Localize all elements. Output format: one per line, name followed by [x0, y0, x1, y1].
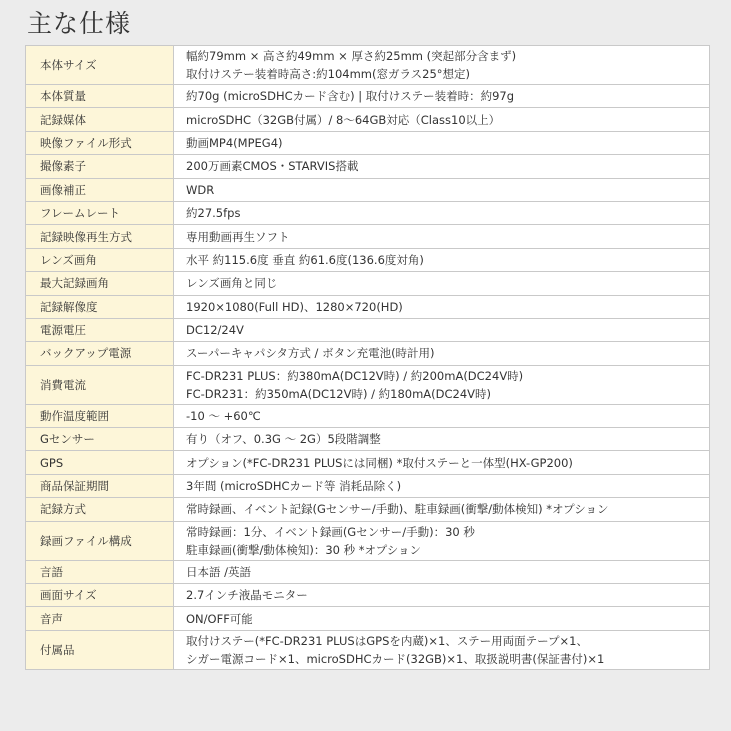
- spec-label: 記録媒体: [26, 108, 174, 131]
- spec-label: 動作温度範囲: [26, 404, 174, 427]
- spec-value: [174, 584, 710, 607]
- spec-label: Gセンサー: [26, 428, 174, 451]
- spec-label: 最大記録画角: [26, 272, 174, 295]
- spec-row: [26, 451, 710, 474]
- spec-value: [174, 630, 710, 669]
- spec-value-line: 200万画素CMOS・STARVIS搭載: [186, 159, 359, 174]
- spec-value-line: 幅約79mm × 高さ約49mm × 厚さ約25mm (突起部分含まず): [186, 49, 517, 63]
- spec-value-line: 取付けステー(*FC-DR231 PLUSはGPSを内蔵)×1、ステー用両面テープ×1、: [186, 633, 588, 648]
- spec-value: [174, 428, 710, 451]
- spec-value-line: 専用動画再生ソフト: [186, 229, 290, 244]
- spec-row: [26, 630, 710, 669]
- spec-row: [26, 365, 710, 404]
- spec-label: 画像補正: [26, 178, 174, 201]
- spec-value: [174, 498, 710, 521]
- spec-value: [174, 131, 710, 154]
- spec-value-line: 日本語 /英語: [186, 564, 252, 579]
- spec-row: [26, 248, 710, 271]
- spec-row: [26, 584, 710, 607]
- spec-value: [174, 451, 710, 474]
- spec-value-line: WDR: [186, 182, 215, 197]
- spec-row: [26, 46, 710, 85]
- page-title: 主な仕様: [27, 9, 132, 38]
- spec-label: 付属品: [26, 630, 174, 669]
- spec-value: [174, 178, 710, 201]
- spec-row: [26, 607, 710, 630]
- spec-label: バックアップ電源: [26, 342, 174, 365]
- spec-label: 記録解像度: [26, 295, 174, 318]
- spec-value: [174, 201, 710, 224]
- spec-label: フレームレート: [26, 201, 174, 224]
- spec-label: 本体質量: [26, 85, 174, 108]
- spec-table-body: [26, 46, 710, 670]
- spec-value-line: スーパーキャパシタ方式 / ボタン充電池(時計用): [186, 346, 435, 361]
- spec-row: [26, 342, 710, 365]
- spec-label: 電源電圧: [26, 318, 174, 341]
- spec-value-line: DC12/24V: [186, 323, 244, 338]
- spec-value-line: 取付けステー装着時高さ:約104mm(窓ガラス25°想定): [186, 67, 471, 81]
- spec-row: [26, 131, 710, 154]
- spec-value-line: 約70g (microSDHCカード含む) | 取付けステー装着時：約97g: [186, 89, 515, 104]
- spec-value-line: FC-DR231 PLUS：約380mA(DC12V時) / 約200mA(DC24V時): [186, 368, 524, 383]
- spec-row: [26, 178, 710, 201]
- spec-value: [174, 295, 710, 318]
- spec-value-line: 水平 約115.6度 垂直 約61.6度(136.6度対角): [186, 252, 424, 267]
- spec-label: 撮像素子: [26, 155, 174, 178]
- spec-row: [26, 474, 710, 497]
- spec-label: 映像ファイル形式: [26, 131, 174, 154]
- spec-value-line: 約27.5fps: [186, 206, 241, 221]
- spec-value-line: 有り（オフ、0.3G ～ 2G）5段階調整: [186, 432, 381, 447]
- spec-value: [174, 560, 710, 583]
- spec-label: 商品保証期間: [26, 474, 174, 497]
- spec-label: 音声: [26, 607, 174, 630]
- spec-value: [174, 155, 710, 178]
- spec-value: [174, 225, 710, 248]
- spec-row: [26, 155, 710, 178]
- spec-row: [26, 560, 710, 583]
- spec-value-line: 常時録画、イベント記録(Gセンサー/手動)、駐車録画(衝撃/動体検知) *オプション: [186, 502, 609, 517]
- spec-label: 記録映像再生方式: [26, 225, 174, 248]
- spec-value-line: microSDHC（32GB付属）/ 8～64GB対応（Class10以上）: [186, 112, 501, 127]
- spec-value-line: シガー電源コード×1、microSDHCカード(32GB)×1、取扱説明書(保証書付)×1: [186, 651, 605, 666]
- spec-value-line: FC-DR231：約350mA(DC12V時) / 約180mA(DC24V時): [186, 386, 492, 401]
- spec-value: [174, 474, 710, 497]
- spec-value-line: -10 ～ +60℃: [186, 408, 261, 423]
- spec-value: [174, 272, 710, 295]
- spec-label: 言語: [26, 560, 174, 583]
- spec-value: [174, 318, 710, 341]
- spec-row: [26, 318, 710, 341]
- spec-value: [174, 404, 710, 427]
- spec-label: 画面サイズ: [26, 584, 174, 607]
- spec-label: 記録方式: [26, 498, 174, 521]
- spec-value: [174, 46, 710, 85]
- spec-value: [174, 342, 710, 365]
- spec-table: [25, 45, 710, 670]
- spec-value-line: 1920×1080(Full HD)、1280×720(HD): [186, 299, 403, 314]
- spec-label: 消費電流: [26, 365, 174, 404]
- spec-row: [26, 521, 710, 560]
- spec-value-line: オプション(*FC-DR231 PLUSには同梱) *取付ステーと一体型(HX-GP200): [186, 455, 573, 470]
- spec-value-line: ON/OFF可能: [186, 611, 253, 626]
- spec-value-line: レンズ画角と同じ: [186, 276, 278, 291]
- spec-value: [174, 607, 710, 630]
- spec-label: レンズ画角: [26, 248, 174, 271]
- spec-value-line: 3年間 (microSDHCカード等 消耗品除く): [186, 479, 402, 494]
- spec-value: [174, 365, 710, 404]
- spec-row: [26, 428, 710, 451]
- spec-row: [26, 295, 710, 318]
- spec-value: [174, 85, 710, 108]
- spec-row: [26, 225, 710, 248]
- spec-value: [174, 248, 710, 271]
- spec-row: [26, 85, 710, 108]
- spec-value-line: 駐車録画(衝撃/動体検知)：30 秒 *オプション: [186, 542, 422, 557]
- spec-value: [174, 108, 710, 131]
- spec-value-line: 常時録画：1分、イベント録画(Gセンサー/手動)：30 秒: [186, 524, 475, 539]
- spec-row: [26, 272, 710, 295]
- spec-row: [26, 404, 710, 427]
- spec-value-line: 動画MP4(MPEG4): [186, 135, 283, 150]
- spec-label: GPS: [26, 451, 174, 474]
- spec-value-line: 2.7インチ液晶モニター: [186, 588, 308, 603]
- spec-value: [174, 521, 710, 560]
- spec-label: 本体サイズ: [26, 46, 174, 85]
- spec-row: [26, 201, 710, 224]
- spec-row: [26, 498, 710, 521]
- spec-label: 録画ファイル構成: [26, 521, 174, 560]
- spec-row: [26, 108, 710, 131]
